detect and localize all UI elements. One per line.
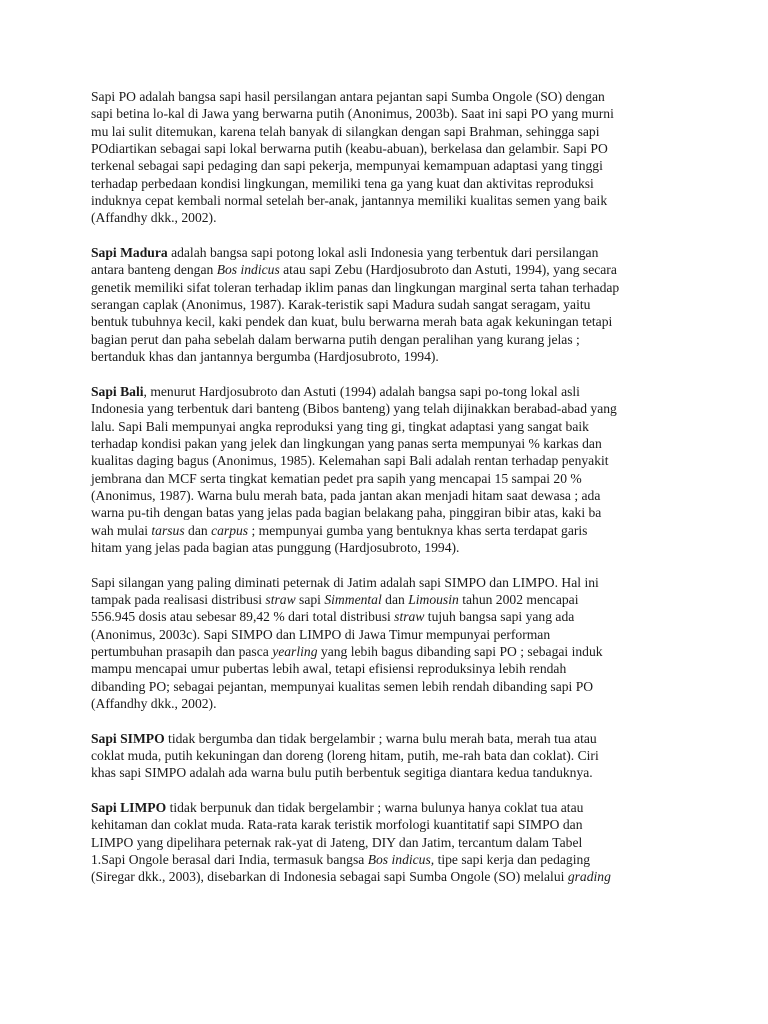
bold-term: Sapi LIMPO bbox=[91, 800, 167, 816]
text-run: tampak pada realisasi distribusi bbox=[91, 591, 266, 607]
text-line bbox=[91, 608, 691, 625]
text-run: tidak bergumba dan tidak bergelambir ; warna bulu merah bata, merah tua atau bbox=[164, 730, 597, 746]
italic-term: straw bbox=[394, 609, 425, 625]
text-run: Sapi silangan yang paling diminati peternak di Jatim adalah sapi SIMPO dan LIMPO. Hal ini bbox=[91, 574, 599, 590]
text-run: coklat muda, putih kekuningan dan doreng (loreng hitam, putih, me-rah bata dan coklat). Ciri bbox=[91, 748, 599, 764]
text-run: Sapi PO adalah bangsa sapi hasil persilangan antara pejantan sapi Sumba Ongole (SO) dengan bbox=[91, 89, 605, 104]
text-line bbox=[91, 660, 691, 677]
italic-term: grading bbox=[567, 869, 611, 885]
text-run: yang lebih bagus dibanding sapi PO ; sebagai induk bbox=[317, 644, 603, 659]
text-run: terhadap perbedaan kondisi lingkungan, memiliki tena ga yang kuat dan aktivitas reproduksi bbox=[91, 175, 594, 191]
text-line bbox=[91, 470, 691, 487]
text-run: khas sapi SIMPO adalah ada warna bulu putih berbentuk segitiga diantara kedua tanduknya. bbox=[91, 765, 593, 781]
text-run: genetik memiliki sifat toleran terhadap iklim panas dan lingkungan marginal serta tahan terhadap bbox=[91, 279, 620, 295]
text-run: (Affandhy dkk., 2002). bbox=[91, 210, 217, 226]
text-run: (Anonimus, 1987). Warna bulu merah bata, pada jantan akan menjadi hitam saat dewasa ; ada bbox=[91, 487, 601, 503]
paragraph-3 bbox=[91, 383, 691, 556]
text-line bbox=[91, 140, 691, 157]
text-run: induknya cepat kembali normal setelah ber-anak, jantannya memiliki kualitas semen yang baik bbox=[91, 193, 608, 209]
text-run: bentuk tubuhnya kecil, kaki pendek dan kuat, bulu berwarna merah bata agak kekuningan tetapi bbox=[91, 314, 613, 330]
text-line bbox=[91, 851, 691, 868]
bold-term: Sapi Madura bbox=[91, 245, 168, 261]
paragraph-5 bbox=[91, 730, 691, 782]
italic-term: carpus bbox=[211, 522, 249, 538]
paragraph-1 bbox=[91, 88, 691, 227]
text-run: tahun 2002 mencapai bbox=[458, 591, 579, 607]
text-run: dan bbox=[381, 591, 409, 607]
text-run: Indonesia yang terbentuk dari banteng (Bibos banteng) yang telah dijinakkan berabad-abad yang bbox=[91, 401, 617, 417]
text-line bbox=[91, 764, 691, 781]
text-run: (Siregar dkk., 2003), disebarkan di Indonesia sebagai sapi Sumba Ongole (SO) melalui bbox=[91, 869, 568, 885]
italic-term: tarsus bbox=[151, 522, 185, 538]
text-run: LIMPO yang dipelihara peternak rak-yat di Jateng, DIY dan Jatim, tercantum dalam Tabel bbox=[91, 834, 583, 850]
text-line bbox=[91, 261, 691, 278]
text-line bbox=[91, 88, 691, 105]
italic-term: Bos indicus, bbox=[367, 852, 435, 868]
text-line bbox=[91, 816, 691, 833]
bold-term: Sapi SIMPO bbox=[91, 730, 165, 746]
text-run: antara banteng dengan bbox=[91, 262, 217, 278]
document-page bbox=[91, 88, 691, 903]
text-run: ; mempunyai gumba yang bentuknya khas serta terdapat garis bbox=[248, 522, 588, 538]
text-run: tipe sapi kerja dan pedaging bbox=[434, 852, 591, 868]
text-line bbox=[91, 730, 691, 747]
text-run: hitam yang jelas pada bagian atas punggung (Hardjosubroto, 1994). bbox=[91, 539, 460, 555]
text-run: pertumbuhan prasapih dan pasca bbox=[91, 644, 273, 659]
text-line bbox=[91, 105, 691, 122]
italic-term: Bos indicus bbox=[216, 262, 280, 278]
text-run: terkenal sebagai sapi pedaging dan sapi pekerja, mempunyai kemampuan adaptasi yang tinggi bbox=[91, 158, 603, 174]
text-line bbox=[91, 695, 691, 712]
text-line bbox=[91, 799, 691, 816]
text-line bbox=[91, 279, 691, 296]
text-run: kehitaman dan coklat muda. Rata-rata karak teristik morfologi kuantitatif sapi SIMPO dan bbox=[91, 817, 583, 833]
text-line bbox=[91, 643, 691, 660]
text-run: bagian perut dan paha sebelah dalam berwarna putih dengan peralihan yang kurang jelas ; bbox=[91, 331, 580, 347]
text-line bbox=[91, 418, 691, 435]
text-line bbox=[91, 192, 691, 209]
text-line bbox=[91, 331, 691, 348]
text-line bbox=[91, 591, 691, 608]
text-line bbox=[91, 452, 691, 469]
text-run: POdiartikan sebagai sapi lokal berwarna putih (keabu-abuan), berkelasa dan gelambir. Sapi PO bbox=[91, 141, 608, 157]
text-line bbox=[91, 487, 691, 504]
text-line bbox=[91, 296, 691, 313]
paragraph-4 bbox=[91, 574, 691, 713]
text-line bbox=[91, 209, 691, 226]
text-line bbox=[91, 626, 691, 643]
italic-term: straw bbox=[265, 591, 296, 607]
text-line bbox=[91, 574, 691, 591]
italic-term: Simmental bbox=[324, 591, 382, 607]
text-line bbox=[91, 383, 691, 400]
paragraph-6 bbox=[91, 799, 691, 886]
text-line bbox=[91, 175, 691, 192]
text-run: (Anonimus, 2003c). Sapi SIMPO dan LIMPO di Jawa Timur mempunyai performan bbox=[91, 626, 551, 642]
text-line bbox=[91, 747, 691, 764]
text-line bbox=[91, 522, 691, 539]
text-line bbox=[91, 400, 691, 417]
text-run: 1.Sapi Ongole berasal dari India, termasuk bangsa bbox=[91, 852, 368, 868]
text-line bbox=[91, 868, 691, 885]
text-run: bertanduk khas dan jantannya bergumba (Hardjosubroto, 1994). bbox=[91, 349, 439, 365]
text-run: adalah bangsa sapi potong lokal asli Indonesia yang terbentuk dari persilangan bbox=[167, 245, 599, 261]
text-line bbox=[91, 244, 691, 261]
text-run: warna pu-tih dengan batas yang jelas pada bagian belakang paha, pinggiran bibir atas, kaki ba bbox=[91, 505, 602, 521]
text-run: tidak berpunuk dan tidak bergelambir ; warna bulunya hanya coklat tua atau bbox=[166, 800, 584, 816]
text-line bbox=[91, 123, 691, 140]
text-run: , menurut Hardjosubroto dan Astuti (1994) adalah bangsa sapi po-tong lokal asli bbox=[143, 383, 580, 399]
text-line bbox=[91, 435, 691, 452]
text-run: serangan caplak (Anonimus, 1987). Karak-teristik sapi Madura sudah sangat seragam, yaitu bbox=[91, 297, 591, 313]
italic-term: Limousin bbox=[408, 591, 459, 607]
text-line bbox=[91, 313, 691, 330]
italic-term: yearling bbox=[272, 644, 318, 659]
text-line bbox=[91, 678, 691, 695]
text-run: lalu. Sapi Bali mempunyai angka reproduksi yang ting gi, tingkat adaptasi yang sangat baik bbox=[91, 418, 589, 434]
text-run: mampu mencapai umur pubertas lebih awal, tetapi efisiensi reproduksinya lebih rendah bbox=[91, 661, 567, 677]
text-run: dan bbox=[184, 522, 212, 538]
bold-term: Sapi Bali bbox=[91, 383, 144, 399]
text-run: atau sapi Zebu (Hardjosubroto dan Astuti, 1994), yang secara bbox=[279, 262, 617, 278]
text-run: mu lai sulit ditemukan, karena telah banyak di silangkan dengan sapi Brahman, sehingga sapi bbox=[91, 123, 600, 139]
paragraph-2 bbox=[91, 244, 691, 365]
text-run: dibanding PO; sebagai pejantan, mempunyai kualitas semen lebih rendah dibanding sapi PO bbox=[91, 678, 594, 694]
text-run: kualitas daging bagus (Anonimus, 1985). Kelemahan sapi Bali adalah rentan terhadap penyakit bbox=[91, 453, 609, 469]
text-line bbox=[91, 348, 691, 365]
text-run: tujuh bangsa sapi yang ada bbox=[424, 609, 575, 625]
text-line bbox=[91, 834, 691, 851]
text-run: sapi bbox=[295, 591, 325, 607]
text-run: terhadap kondisi pakan yang jelek dan lingkungan yang panas serta mempunyai % karkas dan bbox=[91, 435, 602, 451]
text-run: jembrana dan MCF serta tingkat kematian pedet pra sapih yang mencapai 15 sampai 20 % bbox=[91, 470, 582, 486]
text-run: sapi betina lo-kal di Jawa yang berwarna putih (Anonimus, 2003b). Saat ini sapi PO yang murni bbox=[91, 106, 614, 122]
text-line bbox=[91, 504, 691, 521]
text-run: (Affandhy dkk., 2002). bbox=[91, 696, 217, 712]
text-line bbox=[91, 157, 691, 174]
text-run: 556.945 dosis atau sebesar 89,42 % dari total distribusi bbox=[91, 609, 395, 625]
text-run: wah mulai bbox=[91, 522, 152, 538]
text-line bbox=[91, 539, 691, 556]
